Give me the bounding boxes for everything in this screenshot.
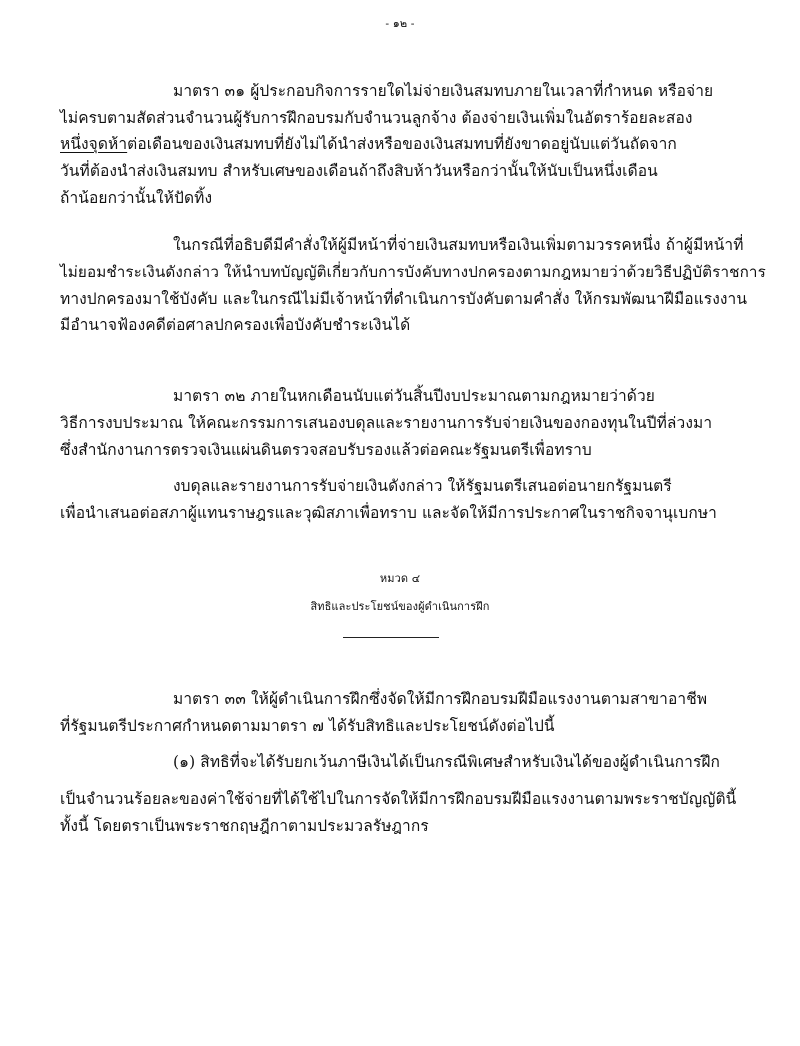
section-31-para-2-line-4: มีอำนาจฟ้องคดีต่อศาลปกครองเพื่อบังคับชำระเงินได้ <box>60 316 411 334</box>
section-33-item-1-line-1: (๑) สิทธิที่จะได้รับยกเว้นภาษีเงินได้เป็นกรณีพิเศษสำหรับเงินได้ของผู้ดำเนินการฝึก <box>173 753 721 771</box>
chapter-divider <box>343 637 439 638</box>
section-32-para-2-line-1: งบดุลและรายงานการรับจ่ายเงินดังกล่าว ให้รัฐมนตรีเสนอต่อนายกรัฐมนตรี <box>173 477 672 495</box>
section-31-para-2-line-2: ไม่ยอมชำระเงินดังกล่าว ให้นำบทบัญญัติเกี่ยวกับการบังคับทางปกครองตามกฎหมายว่าด้วยวิธีปฏิบัติราชการ <box>60 263 766 281</box>
section-31-line-3-rest: ต่อเดือนของเงินสมทบที่ยังไม่ได้นำส่งหรือของเงินสมทบที่ยังขาดอยู่นับแต่วันถัดจาก <box>127 135 677 153</box>
section-32-line-2: วิธีการงบประมาณ ให้คณะกรรมการเสนองบดุลและรายงานการรับจ่ายเงินของกองทุนในปีที่ล่วงมา <box>60 414 713 432</box>
chapter-number: หมวด ๔ <box>379 572 421 585</box>
section-32-line-1: มาตรา ๓๒ ภายในหกเดือนนับแต่วันสิ้นปีงบประมาณตามกฎหมายว่าด้วย <box>173 387 655 405</box>
underlined-rate: หนึ่งจุดห้า <box>60 135 128 153</box>
section-32-line-3: ซึ่งสำนักงานการตรวจเงินแผ่นดินตรวจสอบรับรองแล้วต่อคณะรัฐมนตรีเพื่อทราบ <box>60 441 592 459</box>
section-31-line-2: ไม่ครบตามสัดส่วนจำนวนผู้รับการฝึกอบรมกับจำนวนลูกจ้าง ต้องจ่ายเงินเพิ่มในอัตราร้อยละสอง <box>60 109 693 127</box>
section-31-line-3 <box>60 134 677 154</box>
chapter-title: สิทธิและประโยชน์ของผู้ดำเนินการฝึก <box>310 600 490 613</box>
section-31-line-1: มาตรา ๓๑ ผู้ประกอบกิจการรายใดไม่จ่ายเงินสมทบภายในเวลาที่กำหนด หรือจ่าย <box>173 82 714 100</box>
section-33-item-1-line-2: เป็นจำนวนร้อยละของค่าใช้จ่ายที่ได้ใช้ไปในการจัดให้มีการฝึกอบรมฝีมือแรงงานตามพระราชบัญญัตินี้ <box>60 790 737 808</box>
section-31-para-2-line-3: ทางปกครองมาใช้บังคับ และในกรณีไม่มีเจ้าหน้าที่ดำเนินการบังคับตามคำสั่ง ให้กรมพัฒนาฝีมือแรงงาน <box>60 290 748 308</box>
section-31-line-4: วันที่ต้องนำส่งเงินสมทบ สำหรับเศษของเดือนถ้าถึงสิบห้าวันหรือกว่านั้นให้นับเป็นหนึ่งเดือน <box>60 162 658 180</box>
section-31-line-5: ถ้าน้อยกว่านั้นให้ปัดทิ้ง <box>60 189 213 207</box>
page-number: - ๑๒ - <box>385 17 415 30</box>
section-33-item-1-line-3: ทั้งนี้ โดยตราเป็นพระราชกฤษฎีกาตามประมวลรัษฎากร <box>60 817 429 835</box>
section-32-para-2-line-2: เพื่อนำเสนอต่อสภาผู้แทนราษฎรและวุฒิสภาเพื่อทราบ และจัดให้มีการประกาศในราชกิจจานุเบกษา <box>60 504 717 522</box>
section-31-para-2-line-1: ในกรณีที่อธิบดีมีคำสั่งให้ผู้มีหน้าที่จ่ายเงินสมทบหรือเงินเพิ่มตามวรรคหนึ่ง ถ้าผู้มีหน้าที่ <box>173 236 744 254</box>
section-33-line-2: ที่รัฐมนตรีประกาศกำหนดตามมาตรา ๗ ได้รับสิทธิและประโยชน์ดังต่อไปนี้ <box>60 717 555 735</box>
section-33-line-1: มาตรา ๓๓ ให้ผู้ดำเนินการฝึกซึ่งจัดให้มีการฝึกอบรมฝีมือแรงงานตามสาขาอาชีพ <box>173 690 708 708</box>
